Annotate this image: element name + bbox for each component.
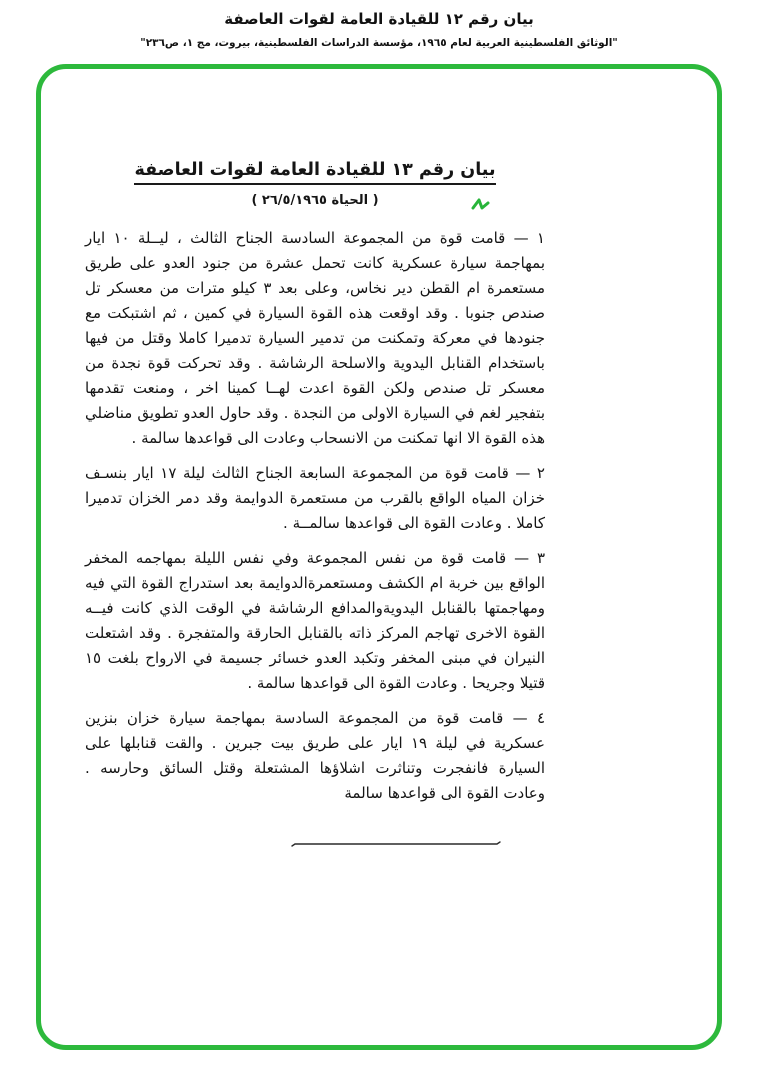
paragraph-4: ٤ — قامت قوة من المجموعة السادسة بمهاجمة سيارة خزان بنزين عسكرية في ليلة ١٩ ايار على طريق بيت جبرين . والقت قنابلها على السيارة فانفجرت وتناثرت اشلاؤها المشتعلة وقتل السائق وحارسه . وعادت القوة الى قواعدها سالمة xyxy=(85,709,545,802)
document-title xyxy=(85,160,545,185)
green-ink-mark-icon xyxy=(470,196,492,214)
document-dateline: ( الحياة ٢٦/٥/١٩٦٥ ) xyxy=(251,193,379,208)
paragraph-1: ١ — قامت قوة من المجموعة السادسة الجناح الثالث ، ليــلة ١٠ ايار بمهاجمة سيارة عسكرية كانت تحمل عشرة من جنود العدو على طريق مستعمرة ام القطن دير نخاس، وعلى بعد ٣ كيلو مترات من معسكر تل صندص جنوبا . وقد اوقعت هذه القوة السيارة في كمين ، ثم اشتبكت مع جنودها في معركة وتمكنت من تدمير السيارة تدميرا كاملا وقتل من فيها باستخدام القنابل اليدوية والاسلحة الرشاشة . وقد تحركت قوة نجدة من معسكر تل صندص ولكن القوة اعدت لهــا كمينا اخر ، ومنعت تقدمها بتفجير لغم في السيارة الاولى من النجدة . وقد حاول العدو تطويق مناضلي هذه القوة الا انها تمكنت من الانسحاب وعادت الى قواعدها سالمة . xyxy=(85,229,545,447)
paragraph-2: ٢ — قامت قوة من المجموعة السابعة الجناح الثالث ليلة ١٧ ايار بنسـف خزان المياه الواقع بالقرب من مستعمرة الدوايمة وقد دمر الخزان تدميرا كاملا . وعادت القوة الى قواعدها سالمــة . xyxy=(85,464,545,532)
header-title: بيان رقم ١٢ للقيادة العامة لقوات العاصفة xyxy=(224,10,534,28)
document-title-text: بيان رقم ١٣ للقيادة العامة لقوات العاصفة xyxy=(134,160,495,185)
document-body xyxy=(85,160,545,816)
section-divider xyxy=(289,840,503,850)
header-source-citation: "الوثائق الفلسطينية العربية لعام ١٩٦٥، مؤسسة الدراسات الفلسطينية، بيروت، مج ١، ص٢٣٦" xyxy=(140,37,618,49)
paragraph-3: ٣ — قامت قوة من نفس المجموعة وفي نفس الليلة بمهاجمه المخفر الواقع بين خربة ام الكشف ومستعمرةالدوايمة بعد استدراج القوة التي فيه ومهاجمتها بالقنابل اليدويةوالمدافع الرشاشة في الوقت الذي كانت فيــه القوة الاخرى تهاجم المركز ذاته بالقنابل الحارقة والمتفجرة . وقد اشتعلت النيران في مبنى المخفر وتكبد العدو خسائر جسيمة في الارواح بلغت ١٥ قتيلا وجريحا . وعادت القوة الى قواعدها سالمة . xyxy=(85,549,545,692)
page-header xyxy=(0,10,758,49)
document-paragraphs xyxy=(85,226,545,806)
